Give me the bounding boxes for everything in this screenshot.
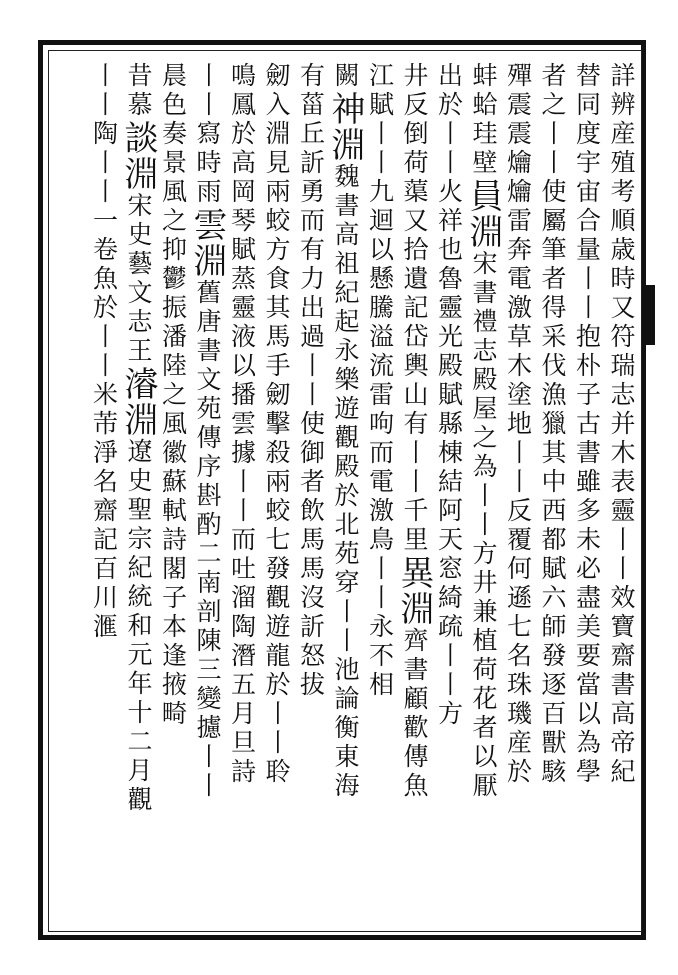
body-text: 昔慕: [124, 62, 153, 120]
text-column: [158, 62, 188, 729]
text-column: [227, 62, 257, 787]
body-text: 丨丨: [89, 62, 119, 120]
text-column: [325, 62, 365, 801]
body-text: 宋史藝文志王: [124, 192, 153, 366]
text-column: [394, 62, 434, 801]
fold-mark: [643, 285, 655, 345]
body-text: 之抑鬱振潘陸之風徽蘇軾詩閣子本逢掖畸: [158, 207, 188, 729]
body-text: 闕: [331, 62, 360, 91]
text-column: [434, 62, 464, 729]
body-text: 詳辨産殖考順歳時又符瑞志并木表靈丨丨效寶齋書高帝紀: [607, 62, 636, 787]
body-text: 井反倒荷蕖又拾遺記岱輿山有丨丨千里: [400, 62, 429, 555]
text-column: [89, 62, 119, 642]
entry-heading: 談淵: [118, 120, 158, 192]
entry-heading: 員淵: [463, 178, 503, 250]
entry-heading: 神淵: [325, 91, 365, 163]
body-text: 晨色奏景風: [158, 62, 188, 207]
body-text: 遼史聖宗紀統和元年十二月觀: [124, 438, 153, 815]
text-column: [365, 62, 395, 700]
entry-heading: 雲淵: [187, 207, 227, 279]
text-column: [503, 62, 533, 787]
body-text: 劒入淵見兩蛟方食其馬手劒擊殺兩蛟七發觀遊龍於丨丨聆: [262, 62, 291, 787]
entry-heading: 濬淵: [118, 366, 158, 438]
body-text: 出於丨丨: [434, 62, 464, 178]
text-column: [572, 62, 602, 787]
text-column: [463, 62, 503, 801]
text-column: [118, 62, 158, 815]
entry-heading: 異淵: [394, 555, 434, 627]
body-text: 舊唐書文苑傳序斟酌二南剖陳三變攄丨丨: [193, 279, 222, 801]
text-column: [296, 62, 326, 700]
body-text: 殫震震爚爚雷奔電激草木塗地丨丨反覆何遜七名珠璣産於: [503, 62, 533, 787]
body-text: 丨丨寫時雨: [193, 62, 222, 207]
body-text: 有菑丘訢勇而有力出過丨丨使御者飲馬馬沒訢怒拔: [296, 62, 326, 700]
body-text: 宋書禮志殿屋之為丨丨方井兼植荷花者以厭: [469, 250, 498, 801]
text-column: [606, 62, 636, 787]
body-text: 鳥丨丨永不相: [365, 526, 395, 700]
body-text: 陶丨丨一卷: [89, 120, 119, 265]
body-text: 蚌蛤珪壁: [469, 62, 498, 178]
body-text: 魏書高祖紀起永樂遊觀殿於北苑穿丨丨池論衡東海: [331, 163, 360, 801]
body-text: 者之丨丨使屬筆者得采伐漁獵其中西都賦六師發逐百獸駭: [538, 62, 567, 787]
text-column: [261, 62, 291, 787]
body-text: 鳴鳳於高岡琴賦蒸靈液以播雲據丨丨而吐溜陶潛五月旦詩: [227, 62, 257, 787]
body-text: 魚於丨丨米芾淨名齋記百川滙: [89, 265, 119, 642]
body-text: 火祥也魯靈光殿賦縣棟結阿天窓綺疏丨丨方: [434, 178, 464, 729]
text-column: [187, 62, 227, 801]
body-text: 江賦丨丨九迴以懸騰溢流雷呴而電激: [365, 62, 395, 526]
body-text: 替同度宇宙合量丨丨抱朴子古書雖多未必盡美要當以為學: [572, 62, 602, 787]
text-column: [537, 62, 567, 787]
body-text: 齊書顧歡傳魚: [400, 627, 429, 801]
